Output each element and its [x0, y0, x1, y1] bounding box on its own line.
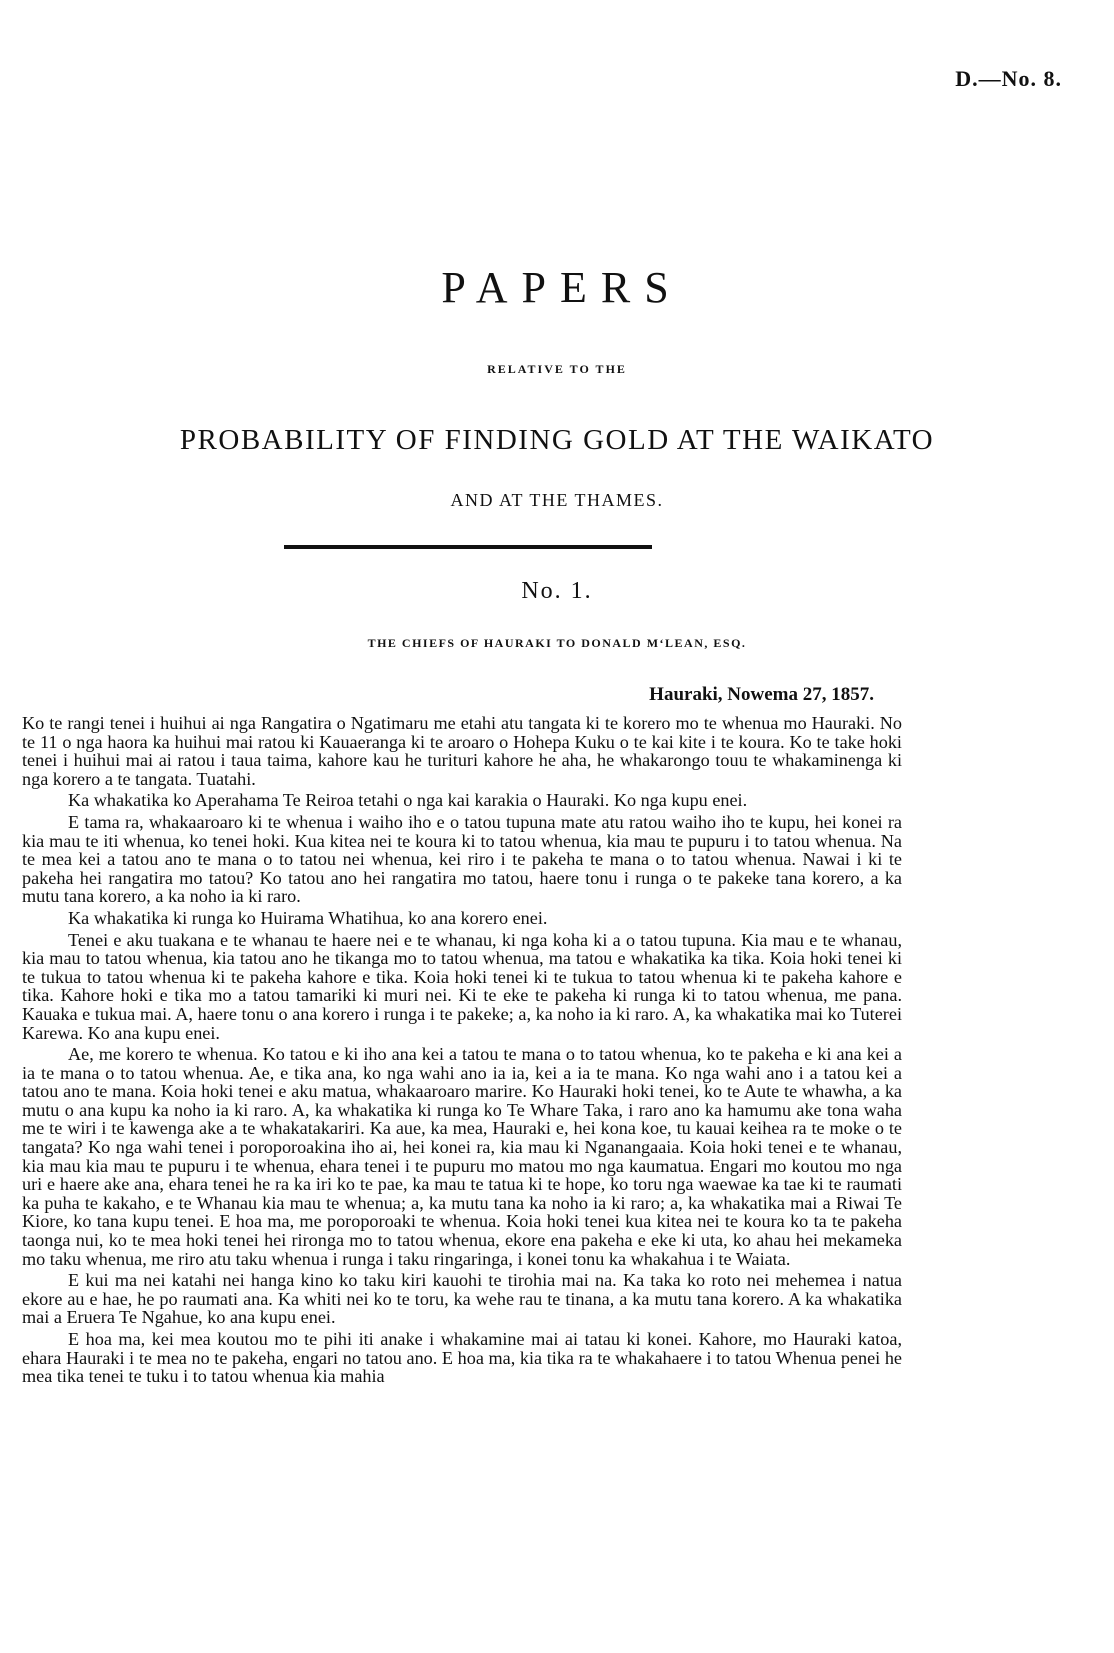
- paragraph: Tenei e aku tuakana e te whanau te haere nei e te whanau, ki nga koha ki a o tatou tupuna. Kia mau e te whanau, kia mau to tatou whenua, kia tatou ano he tikanga mo to tatou whenua, ma tatou e whakatika ka tika. Koia hoki tenei ki te tukua to tatou whenua ki te pakeha kahore e tika. Koia hoki tenei ki te tukua to tatou whenua ki te pakeha kahore e tika. Kahore hoki e tika mo a tatou tamariki ki muri nei. Ki te eke te pakeha ki runga ki to tatou whenua, me pana. Kauaka e tukua mai. A, haere tonu o ana korero i runga i te pakeke; a, ka noho ia ki raro. A, ka whakatika mai ko Tuterei Karewa. Ko ana kupu enei.: [22, 929, 902, 1043]
- dateline: Hauraki, Nowema 27, 1857.: [649, 684, 874, 705]
- page-reference: D.—No. 8.: [955, 66, 1062, 91]
- letter-heading: THE CHIEFS OF HAURAKI TO DONALD M‘LEAN, ESQ.: [367, 636, 747, 650]
- paragraph: E kui ma nei katahi nei hanga kino ko taku kiri kauohi te tirohia mai na. Ka taka ko roto nei mehemea i natua ekore au e hae, he po raumati ana. Ka whiti nei ko te toru, ka wehe rau te tinana, a ka mutu tana korero. A ka whakatika mai a Eruera Te Ngahue, ko ana kupu enei.: [22, 1270, 902, 1328]
- paragraph: E hoa ma, kei mea koutou mo te pihi iti anake i whakamine mai ai tatau ki konei. Kahore, mo Hauraki katoa, ehara Hauraki i te mea no te pakeha, engari no tatou ano. E hoa ma, kia tika ra te whakahaere i to tatou Whenua penei he mea tika tenei te tuku i to tatou whenua kia mahia: [22, 1329, 902, 1387]
- title-divider: [284, 545, 652, 549]
- document-title: PAPERS: [441, 263, 683, 312]
- paragraph: Ka whakatika ki runga ko Huirama Whatihua, ko ana korero enei.: [68, 907, 548, 928]
- paragraph: E tama ra, whakaaroaro ki te whenua i waiho iho e o tatou tupuna mate atu ratou waiho iho te kupu, hei konei ra kia mau te iti whenua, ko tenei hoki. Kua kitea nei te koura ki to tatou whenua, kia mau te pupuru i to tatou whenua. Na te mea kei a tatou ano te mana o to tatou nei whenua, kei riro i te pakeha te mana o to tatou whenua. Nawai i ki te pakeha hei rangatira mo tatou? Ko tatou ano hei rangatira mo tatou, haere tonu i runga o te pakeke tana korero, a ka mutu tana korero, a ka noho ia ki raro.: [22, 811, 902, 907]
- subject-line-1: PROBABILITY OF FINDING GOLD AT THE WAIKATO: [179, 424, 935, 456]
- paragraph: Ae, me korero te whenua. Ko tatou e ki iho ana kei a tatou te mana o to tatou whenua, ko te pakeha e ki ana kei a ia te mana o to tatou whenua. Ae, e tika ana, ko nga wahi ano ia ia, kei a ia te mana. Ko nga wahi ano i a tatou kei a tatou ano te mana. Koia hoki tenei e aku matua, whakaaroaro marire. Ko Hauraki hoki tenei, ko te Aute te whawha, a ka mutu o ana kupu ka noho ia ki raro. A, ka whakatika ki runga ko Te Whare Taka, i raro ano ka hamumu ake tona waha me te wiri i te kawenga ake a te whakatakariri. Ka aue, ka mea, Hauraki e, hei kona koe, tu kauai keihea ra te moke o te tangata? Ko nga wahi tenei i poroporoakina iho ai, hei konei ra, kia mau ki Nganangaaia. Koia hoki tenei e te whanau, kia mau kia mau te pupuru i te whenua, ehara tenei i te pupuru mo matou mo nga kaumatua. Engari mo koutou mo nga uri e haere ake ana, ehara tenei he ra ka iri ko te pae, ka mau te tatua ki te hope, ko toru nga waewae ka tae ki te raumati ka puha te kakaho, e te Whanau kia mau te whenua; a, ka mutu tana ka noho ia ki raro; a, ka whakatika mai a Riwai Te Kiore, ko tana kupu tenei. E hoa ma, me poroporoaki te whenua. Koia hoki tenei kua kitea nei te koura ko ta te pakeha taonga nui, ko te mea hoki tenei hei rironga mo to tatou whenua, ekore ena pakeha e eke ki uta, ko ahau hei mekameka mo taku whenua, me riro atu taku whenua i runga i taku ringaringa, i konei tonu ka whakahua i te Waiata.: [22, 1044, 902, 1269]
- paragraph: Ko te rangi tenei i huihui ai nga Rangatira o Ngatimaru me etahi atu tangata ki te korero mo te whenua mo Hauraki. No te 11 o nga haora ka huihui mai ratou ki Kauaeranga ki te aroaro o Hohepa Kuku o te kai kite i te koura. Ko te take hoki tenei i huihui mai ai ratou i taua taima, kahore kau he turituri kahore he aha, he whakarongo touu te whakaminenga ki nga korero a te tangata. Tuatahi.: [22, 713, 902, 789]
- document-number: No. 1.: [521, 578, 593, 604]
- relative-to-caption: RELATIVE TO THE: [487, 362, 627, 376]
- paragraph: Ka whakatika ko Aperahama Te Reiroa tetahi o nga kai karakia o Hauraki. Ko nga kupu enei.: [68, 790, 748, 811]
- subject-line-2: AND AT THE THAMES.: [450, 490, 664, 510]
- letter-body: [22, 714, 902, 1389]
